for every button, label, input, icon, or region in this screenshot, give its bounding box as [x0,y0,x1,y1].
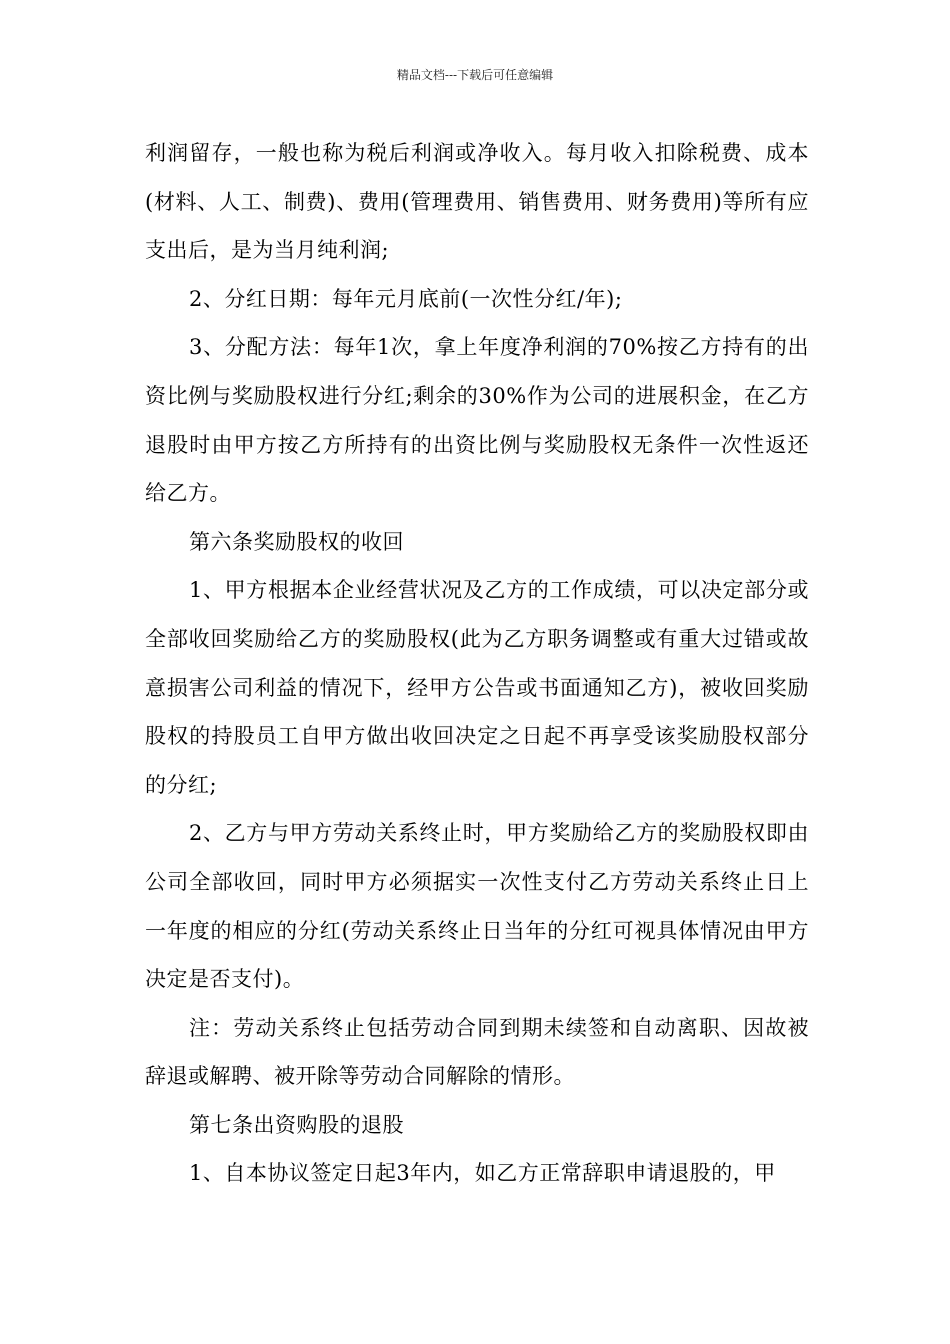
document-body [145,129,809,1198]
paragraph-withdrawal: 1、自本协议签定日起3年内，如乙方正常辞职申请退股的，甲 [189,1161,776,1186]
section-heading-article-6: 第六条奖励股权的收回 [189,529,404,554]
paragraph-distribution-method: 3、分配方法：每年1次，拿上年度净利润的70%按乙方持有的出资比例与奖励股权进行分红;剩余的30%作为公司的进展积金，在乙方退股时由甲方按乙方所持有的出资比例与奖励股权无条件一次性返还给乙方。 [145,335,809,506]
paragraph-dividend-date: 2、分红日期：每年元月底前(一次性分红/年); [189,286,623,311]
paragraph-note: 注：劳动关系终止包括劳动合同到期未续签和自动离职、因故被辞退或解聘、被开除等劳动合同解除的情形。 [145,1015,809,1089]
paragraph-profit-definition: 利润留存，一般也称为税后利润或净收入。每月收入扣除税费、成本(材料、人工、制费)、费用(管理费用、销售费用、财务费用)等所有应支出后，是为当月纯利润; [145,141,809,263]
section-heading-article-7: 第七条出资购股的退股 [189,1112,404,1137]
paragraph-reclaim-equity: 1、甲方根据本企业经营状况及乙方的工作成绩，可以决定部分或全部收回奖励给乙方的奖励股权(此为乙方职务调整或有重大过错或故意损害公司利益的情况下，经甲方公告或书面通知乙方)，被收回奖励股权的持股员工自甲方做出收回决定之日起不再享受该奖励股权部分的分红; [145,578,809,797]
paragraph-termination-reclaim: 2、乙方与甲方劳动关系终止时，甲方奖励给乙方的奖励股权即由公司全部收回，同时甲方必须据实一次性支付乙方劳动关系终止日上一年度的相应的分红(劳动关系终止日当年的分红可视具体情况由甲方决定是否支付)。 [145,821,809,992]
page-header: 精品文档---下载后可任意编辑 [396,68,554,82]
